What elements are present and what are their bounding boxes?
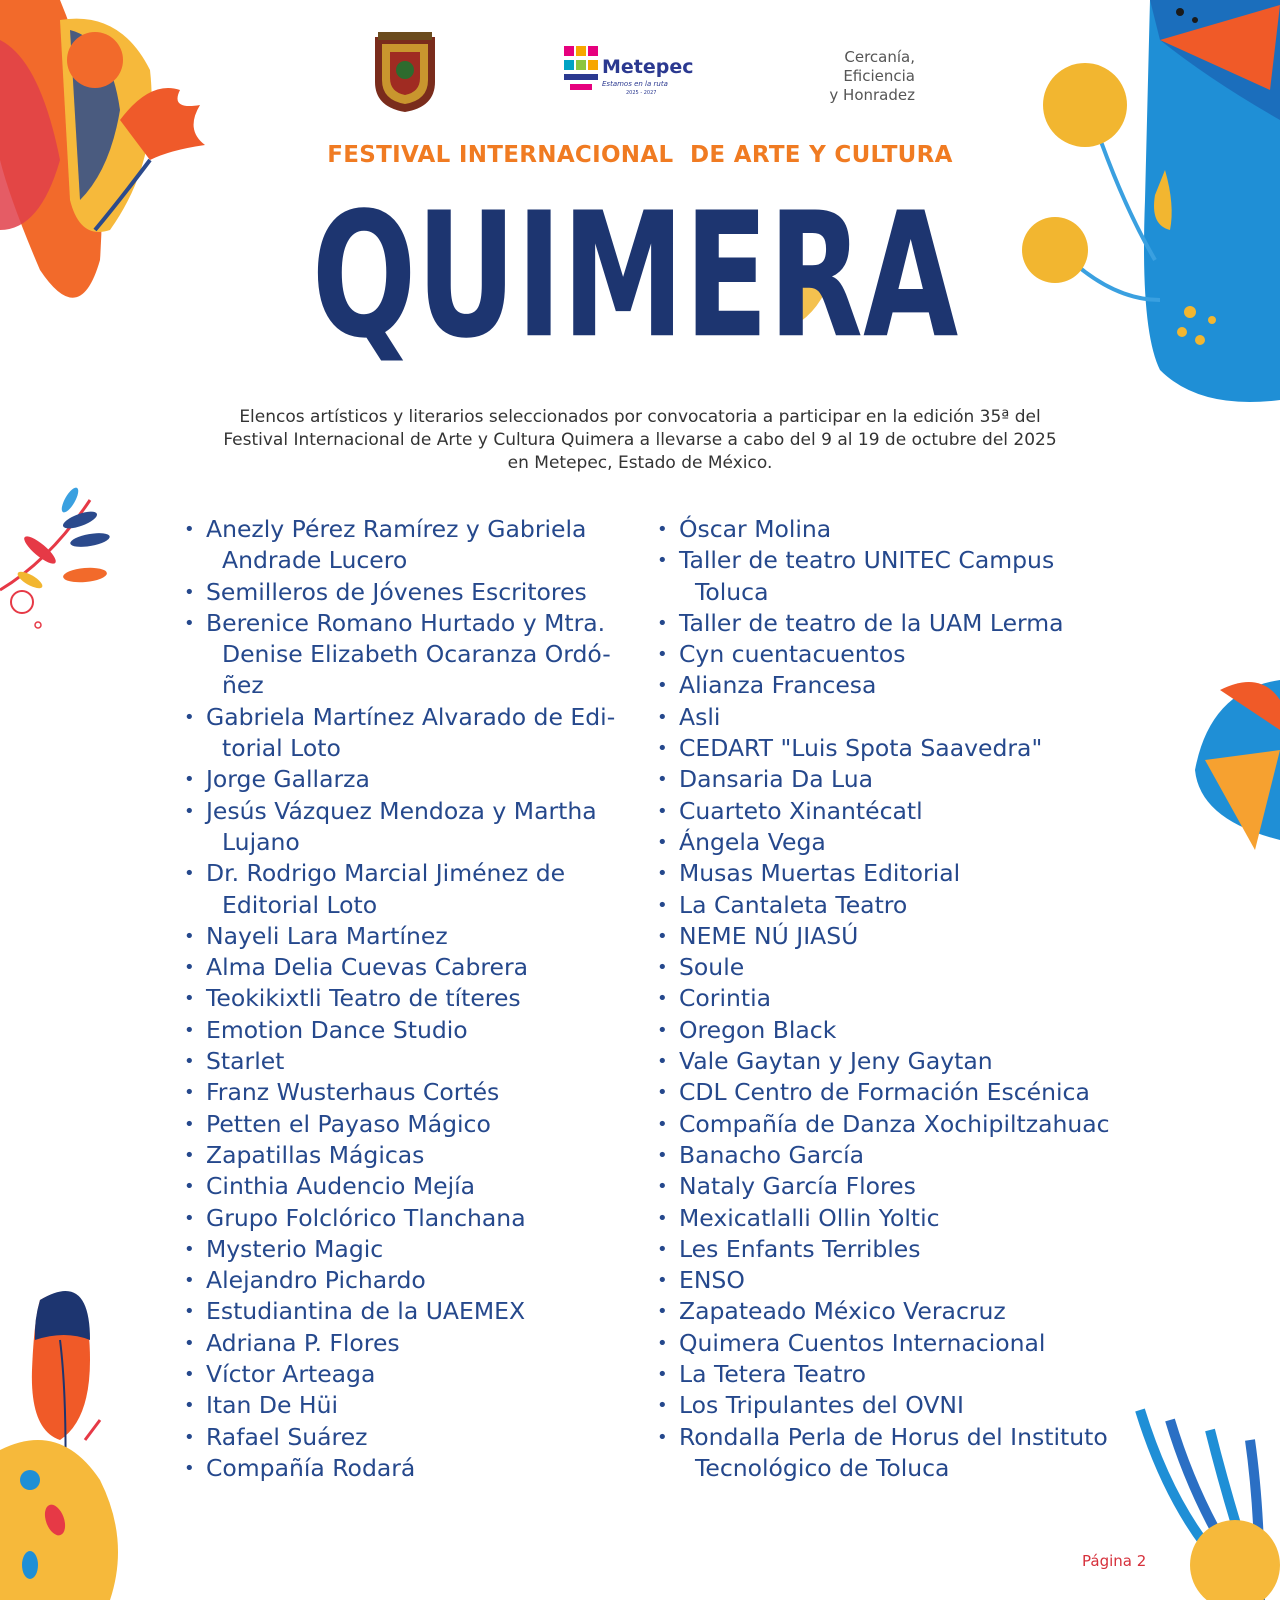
list-item: [657, 670, 1137, 701]
list-item: [657, 983, 1137, 1014]
list-item-text: • Banacho García: [679, 1140, 865, 1169]
list-item-text: • Mysterio Magic: [206, 1234, 384, 1263]
list-item: [657, 858, 1137, 889]
list-item-text: • Vale Gaytan y Jeny Gaytan: [679, 1047, 993, 1076]
left-branch-decoration: [0, 480, 120, 640]
list-item-text: • Soule: [679, 953, 745, 982]
list-item-text: • Franz Wusterhaus Cortés: [206, 1078, 500, 1107]
list-item: [184, 1015, 634, 1046]
list-item-text: • Zapateado México Veracruz: [679, 1297, 1006, 1326]
intro-line: Elencos artísticos y literarios seleccionados por convocatoria a participar en la edición 35ª del: [239, 407, 1041, 427]
list-item: [657, 1171, 1137, 1202]
list-item-text: • Rafael Suárez: [206, 1422, 368, 1451]
list-item: [184, 1046, 634, 1077]
list-item: [657, 1234, 1137, 1265]
list-item-text: torial Loto: [222, 734, 341, 763]
list-item-text: • Dr. Rodrigo Marcial Jiménez de: [206, 859, 566, 888]
list-item: [184, 1296, 634, 1327]
list-item-text: • Compañía de Danza Xochipiltzahuac: [679, 1109, 1110, 1138]
participants-list-right: [657, 514, 1137, 1484]
list-item-text: • Corintia: [679, 984, 772, 1013]
list-item-text: • Mexicatlalli Ollin Yoltic: [679, 1203, 940, 1232]
quimera-logo-text: QUIMERA: [311, 176, 959, 377]
list-item: [657, 921, 1137, 952]
list-item-text: • Grupo Folclórico Tlanchana: [206, 1203, 526, 1232]
list-item: [657, 514, 1137, 545]
list-item-text: • Starlet: [206, 1047, 285, 1076]
list-item-text: • Alma Delia Cuevas Cabrera: [206, 953, 529, 982]
festival-title: FESTIVAL INTERNACIONAL DE ARTE Y CULTURA: [327, 142, 953, 168]
list-item-text: • Ángela Vega: [679, 827, 826, 856]
municipal-crest-logo: [370, 32, 440, 114]
metepec-tagline: Estamos en la ruta: [602, 80, 668, 88]
list-item: [184, 952, 634, 983]
right-mid-decoration: [1180, 670, 1280, 860]
list-item-text: • Berenice Romano Hurtado y Mtra.: [206, 608, 606, 637]
list-item: [657, 702, 1137, 733]
list-item-text: • Quimera Cuentos Internacional: [679, 1328, 1046, 1357]
metepec-logo: [560, 40, 694, 110]
list-item: [184, 514, 634, 577]
list-item: [657, 1109, 1137, 1140]
list-item-text: ñez: [222, 671, 264, 700]
page-number: Página 2: [1082, 1552, 1147, 1570]
list-item-text: • Víctor Arteaga: [206, 1360, 376, 1389]
list-item-text: • Gabriela Martínez Alvarado de Edi-: [206, 702, 616, 731]
intro-text: [170, 406, 1110, 475]
list-item-text: • La Tetera Teatro: [679, 1360, 866, 1389]
list-item: [184, 1109, 634, 1140]
list-item-text: • Óscar Molina: [679, 515, 832, 543]
list-item: [184, 1171, 634, 1202]
slogan: [805, 48, 915, 105]
bottom-left-decoration: [0, 1280, 140, 1600]
metepec-name: Metepec: [602, 56, 694, 78]
list-item-text: • Alianza Francesa: [679, 671, 877, 700]
list-item: [184, 1390, 634, 1421]
list-item-text: • Compañía Rodará: [206, 1453, 416, 1482]
bottom-right-decoration: [1140, 1400, 1280, 1600]
list-item: [184, 921, 634, 952]
list-item: [184, 1203, 634, 1234]
list-item-text: Editorial Loto: [222, 890, 378, 919]
metepec-period: 2025 - 2027: [626, 90, 657, 96]
list-item: [657, 1359, 1137, 1390]
list-item: [184, 577, 634, 608]
list-item: [184, 764, 634, 795]
list-item: [657, 1077, 1137, 1108]
list-item: [657, 827, 1137, 858]
list-item-text: • NEME NÚ JIASÚ: [679, 921, 859, 950]
metepec-glyph-icon: [560, 42, 602, 102]
list-item: [184, 858, 634, 921]
list-item: [657, 890, 1137, 921]
list-item: [184, 796, 634, 859]
quimera-logotype: [311, 172, 959, 402]
list-item-text: • Rondalla Perla de Horus del Instituto: [679, 1422, 1108, 1451]
list-item-text: • Dansaria Da Lua: [679, 765, 874, 794]
list-item: [657, 796, 1137, 827]
list-item: [657, 1422, 1137, 1485]
list-item: [657, 952, 1137, 983]
list-item-text: Tecnológico de Toluca: [695, 1453, 950, 1482]
list-item-text: • Anezly Pérez Ramírez y Gabriela: [206, 515, 587, 543]
list-item-text: • Petten el Payaso Mágico: [206, 1109, 491, 1138]
list-item: [184, 1077, 634, 1108]
list-item-text: • Cinthia Audencio Mejía: [206, 1172, 476, 1201]
list-item: [184, 1359, 634, 1390]
list-item-text: • Les Enfants Terribles: [679, 1234, 921, 1263]
list-item: [184, 1234, 634, 1265]
list-item-text: Andrade Lucero: [222, 546, 408, 575]
slogan-line: Eficiencia: [843, 67, 915, 85]
list-item-text: • Asli: [679, 702, 721, 731]
list-item: [184, 1265, 634, 1296]
participants-list-left: [184, 514, 634, 1484]
list-item-text: Toluca: [695, 577, 769, 606]
list-item-text: • ENSO: [679, 1266, 745, 1295]
list-item: [657, 764, 1137, 795]
list-item-text: Lujano: [222, 827, 300, 856]
list-item-text: • Zapatillas Mágicas: [206, 1140, 425, 1169]
list-item-text: • La Cantaleta Teatro: [679, 890, 908, 919]
intro-line: Festival Internacional de Arte y Cultura Quimera a llevarse a cabo del 9 al 19 de octubre del 2025: [223, 430, 1057, 450]
list-item: [657, 1046, 1137, 1077]
list-item-text: • Emotion Dance Studio: [206, 1015, 468, 1044]
list-item-text: • Alejandro Pichardo: [206, 1266, 426, 1295]
list-item-text: • Cyn cuentacuentos: [679, 640, 906, 669]
list-item-text: • Taller de teatro UNITEC Campus: [679, 546, 1055, 575]
list-item-text: Denise Elizabeth Ocaranza Ordó-: [222, 640, 611, 669]
list-item-text: • Jorge Gallarza: [206, 765, 370, 794]
list-item: [184, 1140, 634, 1171]
list-item-text: • Estudiantina de la UAEMEX: [206, 1297, 526, 1326]
list-item-text: • Los Tripulantes del OVNI: [679, 1391, 964, 1420]
list-item-text: • CDL Centro de Formación Escénica: [679, 1078, 1090, 1107]
list-item: [657, 608, 1137, 639]
list-item-text: • Cuarteto Xinantécatl: [679, 796, 923, 825]
list-item: [657, 1390, 1137, 1421]
list-item: [657, 1203, 1137, 1234]
list-item: [657, 1015, 1137, 1046]
list-item: [184, 702, 634, 765]
list-item: [184, 983, 634, 1014]
list-item: [657, 545, 1137, 608]
list-item-text: • Nataly García Flores: [679, 1172, 916, 1201]
header-logos: [0, 30, 1280, 120]
list-item: [657, 1140, 1137, 1171]
list-item: [184, 1328, 634, 1359]
list-item: [184, 608, 634, 702]
intro-line: en Metepec, Estado de México.: [507, 453, 773, 473]
slogan-line: Cercanía,: [844, 48, 915, 66]
list-item-text: • Teokikixtli Teatro de títeres: [206, 984, 521, 1013]
list-item: [657, 1328, 1137, 1359]
list-item-text: • CEDART "Luis Spota Saavedra": [679, 734, 1043, 763]
list-item: [184, 1422, 634, 1453]
list-item-text: • Itan De Hüi: [206, 1391, 339, 1420]
list-item-text: • Taller de teatro de la UAM Lerma: [679, 608, 1064, 637]
list-item-text: • Oregon Black: [679, 1015, 837, 1044]
list-item-text: • Musas Muertas Editorial: [679, 859, 961, 888]
list-item-text: • Adriana P. Flores: [206, 1328, 400, 1357]
list-item-text: • Semilleros de Jóvenes Escritores: [206, 577, 587, 606]
slogan-line: y Honradez: [829, 86, 915, 104]
list-item-text: • Jesús Vázquez Mendoza y Martha: [206, 796, 597, 825]
list-item: [657, 1265, 1137, 1296]
list-item: [184, 1453, 634, 1484]
list-item: [657, 639, 1137, 670]
list-item-text: • Nayeli Lara Martínez: [206, 921, 448, 950]
list-item: [657, 733, 1137, 764]
list-item: [657, 1296, 1137, 1327]
